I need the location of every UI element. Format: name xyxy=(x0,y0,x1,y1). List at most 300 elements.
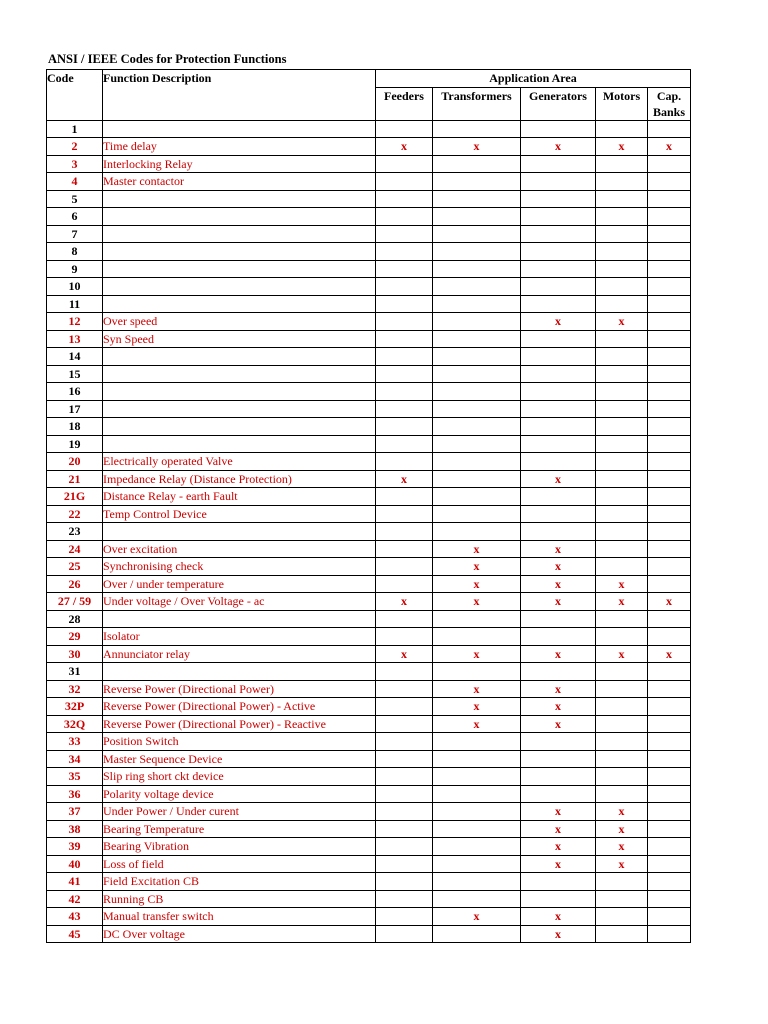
mark-transformers xyxy=(433,873,521,891)
mark-transformers xyxy=(433,523,521,541)
mark-cap-banks xyxy=(648,663,691,681)
mark-generators xyxy=(521,278,596,296)
mark-transformers xyxy=(433,663,521,681)
mark-feeders xyxy=(376,628,433,646)
mark-transformers: x xyxy=(433,645,521,663)
row-code: 32 xyxy=(47,680,103,698)
row-code: 40 xyxy=(47,855,103,873)
table-row xyxy=(47,435,691,453)
row-description: Reverse Power (Directional Power) - Active xyxy=(103,698,376,716)
row-code: 41 xyxy=(47,873,103,891)
mark-generators xyxy=(521,155,596,173)
mark-motors xyxy=(596,698,648,716)
table-row xyxy=(47,155,691,173)
row-code: 29 xyxy=(47,628,103,646)
mark-feeders xyxy=(376,505,433,523)
header-cap-banks: Cap. Banks xyxy=(648,87,691,120)
row-description: Synchronising check xyxy=(103,558,376,576)
row-description: Temp Control Device xyxy=(103,505,376,523)
mark-motors xyxy=(596,470,648,488)
mark-generators xyxy=(521,663,596,681)
mark-generators: x xyxy=(521,313,596,331)
table-row xyxy=(47,890,691,908)
mark-transformers xyxy=(433,190,521,208)
table-row xyxy=(47,138,691,156)
header-function-description: Function Description xyxy=(103,70,376,121)
mark-motors xyxy=(596,925,648,943)
mark-generators: x xyxy=(521,855,596,873)
mark-motors xyxy=(596,453,648,471)
mark-generators xyxy=(521,488,596,506)
table-row xyxy=(47,645,691,663)
row-description xyxy=(103,610,376,628)
mark-motors xyxy=(596,400,648,418)
mark-cap-banks xyxy=(648,820,691,838)
table-row xyxy=(47,575,691,593)
table-row xyxy=(47,873,691,891)
mark-motors xyxy=(596,750,648,768)
row-description xyxy=(103,523,376,541)
mark-transformers xyxy=(433,750,521,768)
mark-motors xyxy=(596,523,648,541)
table-row xyxy=(47,348,691,366)
mark-motors: x xyxy=(596,803,648,821)
row-code: 32Q xyxy=(47,715,103,733)
row-description xyxy=(103,260,376,278)
mark-transformers xyxy=(433,803,521,821)
mark-generators xyxy=(521,435,596,453)
mark-cap-banks: x xyxy=(648,593,691,611)
mark-feeders xyxy=(376,733,433,751)
mark-motors xyxy=(596,120,648,138)
mark-cap-banks xyxy=(648,768,691,786)
mark-transformers xyxy=(433,225,521,243)
row-code: 34 xyxy=(47,750,103,768)
mark-feeders: x xyxy=(376,138,433,156)
mark-transformers: x xyxy=(433,540,521,558)
mark-cap-banks xyxy=(648,313,691,331)
row-code: 10 xyxy=(47,278,103,296)
row-code: 30 xyxy=(47,645,103,663)
mark-transformers: x xyxy=(433,138,521,156)
mark-transformers xyxy=(433,418,521,436)
mark-transformers xyxy=(433,733,521,751)
row-code: 12 xyxy=(47,313,103,331)
mark-generators: x xyxy=(521,138,596,156)
mark-motors xyxy=(596,715,648,733)
row-description: Bearing Temperature xyxy=(103,820,376,838)
row-description: Field Excitation CB xyxy=(103,873,376,891)
mark-transformers xyxy=(433,208,521,226)
mark-generators xyxy=(521,173,596,191)
mark-generators: x xyxy=(521,558,596,576)
table-row xyxy=(47,925,691,943)
mark-motors xyxy=(596,890,648,908)
mark-generators xyxy=(521,768,596,786)
mark-cap-banks xyxy=(648,610,691,628)
table-row xyxy=(47,418,691,436)
mark-cap-banks xyxy=(648,505,691,523)
row-code: 18 xyxy=(47,418,103,436)
mark-generators: x xyxy=(521,838,596,856)
mark-cap-banks xyxy=(648,698,691,716)
mark-transformers xyxy=(433,243,521,261)
mark-transformers xyxy=(433,260,521,278)
mark-feeders xyxy=(376,488,433,506)
row-code: 35 xyxy=(47,768,103,786)
row-description: Running CB xyxy=(103,890,376,908)
mark-generators xyxy=(521,418,596,436)
row-code: 14 xyxy=(47,348,103,366)
mark-cap-banks xyxy=(648,243,691,261)
table-row xyxy=(47,558,691,576)
row-description: Time delay xyxy=(103,138,376,156)
mark-cap-banks xyxy=(648,785,691,803)
mark-motors xyxy=(596,505,648,523)
row-description xyxy=(103,435,376,453)
row-code: 19 xyxy=(47,435,103,453)
table-row xyxy=(47,908,691,926)
mark-transformers xyxy=(433,925,521,943)
mark-feeders xyxy=(376,750,433,768)
mark-motors xyxy=(596,208,648,226)
header-application-area: Application Area xyxy=(376,70,691,88)
table-row xyxy=(47,120,691,138)
mark-transformers xyxy=(433,820,521,838)
mark-motors xyxy=(596,260,648,278)
mark-generators xyxy=(521,890,596,908)
row-description: Loss of field xyxy=(103,855,376,873)
table-row xyxy=(47,173,691,191)
mark-motors xyxy=(596,418,648,436)
mark-feeders xyxy=(376,855,433,873)
mark-cap-banks xyxy=(648,365,691,383)
mark-transformers xyxy=(433,295,521,313)
mark-feeders xyxy=(376,225,433,243)
mark-motors: x xyxy=(596,645,648,663)
row-description: Bearing Vibration xyxy=(103,838,376,856)
mark-motors xyxy=(596,278,648,296)
mark-generators: x xyxy=(521,470,596,488)
mark-transformers xyxy=(433,348,521,366)
protection-codes-table xyxy=(46,69,691,943)
mark-feeders xyxy=(376,365,433,383)
mark-transformers xyxy=(433,120,521,138)
mark-cap-banks xyxy=(648,295,691,313)
mark-transformers xyxy=(433,330,521,348)
row-code: 37 xyxy=(47,803,103,821)
mark-feeders xyxy=(376,295,433,313)
mark-feeders xyxy=(376,435,433,453)
mark-feeders xyxy=(376,313,433,331)
mark-cap-banks xyxy=(648,838,691,856)
mark-generators xyxy=(521,610,596,628)
row-description: Master contactor xyxy=(103,173,376,191)
mark-feeders xyxy=(376,418,433,436)
mark-cap-banks xyxy=(648,925,691,943)
mark-generators: x xyxy=(521,575,596,593)
mark-feeders xyxy=(376,523,433,541)
mark-cap-banks xyxy=(648,855,691,873)
mark-generators xyxy=(521,330,596,348)
row-code: 31 xyxy=(47,663,103,681)
mark-generators xyxy=(521,733,596,751)
mark-transformers xyxy=(433,173,521,191)
mark-feeders xyxy=(376,908,433,926)
mark-motors xyxy=(596,908,648,926)
row-description xyxy=(103,663,376,681)
table-row xyxy=(47,260,691,278)
mark-cap-banks xyxy=(648,908,691,926)
mark-cap-banks xyxy=(648,890,691,908)
row-description xyxy=(103,400,376,418)
table-row xyxy=(47,383,691,401)
row-description xyxy=(103,278,376,296)
table-row xyxy=(47,540,691,558)
mark-feeders xyxy=(376,838,433,856)
mark-feeders xyxy=(376,400,433,418)
mark-feeders xyxy=(376,925,433,943)
header-motors: Motors xyxy=(596,87,648,120)
row-description xyxy=(103,418,376,436)
mark-generators xyxy=(521,505,596,523)
row-code: 1 xyxy=(47,120,103,138)
mark-generators: x xyxy=(521,803,596,821)
mark-generators xyxy=(521,785,596,803)
row-code: 8 xyxy=(47,243,103,261)
mark-motors xyxy=(596,155,648,173)
mark-motors xyxy=(596,488,648,506)
mark-feeders xyxy=(376,278,433,296)
mark-feeders xyxy=(376,383,433,401)
row-code: 26 xyxy=(47,575,103,593)
table-row xyxy=(47,715,691,733)
mark-motors: x xyxy=(596,593,648,611)
mark-motors: x xyxy=(596,138,648,156)
row-code: 39 xyxy=(47,838,103,856)
row-description: Manual transfer switch xyxy=(103,908,376,926)
mark-transformers xyxy=(433,768,521,786)
mark-generators xyxy=(521,750,596,768)
table-row xyxy=(47,453,691,471)
mark-feeders xyxy=(376,715,433,733)
row-code: 13 xyxy=(47,330,103,348)
mark-transformers xyxy=(433,435,521,453)
mark-generators xyxy=(521,628,596,646)
mark-feeders xyxy=(376,768,433,786)
row-description: Under voltage / Over Voltage - ac xyxy=(103,593,376,611)
row-code: 43 xyxy=(47,908,103,926)
row-code: 21G xyxy=(47,488,103,506)
mark-motors xyxy=(596,768,648,786)
row-description: Master Sequence Device xyxy=(103,750,376,768)
mark-feeders xyxy=(376,873,433,891)
mark-feeders xyxy=(376,208,433,226)
mark-feeders xyxy=(376,558,433,576)
mark-generators: x xyxy=(521,820,596,838)
mark-motors xyxy=(596,383,648,401)
mark-motors xyxy=(596,190,648,208)
mark-cap-banks xyxy=(648,260,691,278)
table-row xyxy=(47,855,691,873)
table-row xyxy=(47,225,691,243)
row-code: 45 xyxy=(47,925,103,943)
row-code: 32P xyxy=(47,698,103,716)
row-description: Interlocking Relay xyxy=(103,155,376,173)
header-generators: Generators xyxy=(521,87,596,120)
mark-motors: x xyxy=(596,820,648,838)
row-description: Isolator xyxy=(103,628,376,646)
mark-transformers xyxy=(433,855,521,873)
mark-transformers xyxy=(433,365,521,383)
mark-cap-banks xyxy=(648,278,691,296)
mark-cap-banks xyxy=(648,733,691,751)
table-row xyxy=(47,750,691,768)
mark-generators xyxy=(521,260,596,278)
mark-motors xyxy=(596,295,648,313)
mark-cap-banks xyxy=(648,628,691,646)
mark-motors xyxy=(596,663,648,681)
mark-transformers: x xyxy=(433,908,521,926)
mark-motors xyxy=(596,733,648,751)
row-description: Reverse Power (Directional Power) - Reactive xyxy=(103,715,376,733)
row-description: Polarity voltage device xyxy=(103,785,376,803)
mark-feeders xyxy=(376,173,433,191)
mark-transformers xyxy=(433,155,521,173)
row-description: DC Over voltage xyxy=(103,925,376,943)
mark-motors: x xyxy=(596,838,648,856)
mark-transformers xyxy=(433,505,521,523)
mark-feeders xyxy=(376,803,433,821)
mark-transformers xyxy=(433,610,521,628)
mark-feeders xyxy=(376,120,433,138)
mark-cap-banks xyxy=(648,750,691,768)
mark-motors: x xyxy=(596,575,648,593)
mark-transformers xyxy=(433,400,521,418)
table-row xyxy=(47,190,691,208)
header-transformers: Transformers xyxy=(433,87,521,120)
mark-cap-banks xyxy=(648,523,691,541)
mark-cap-banks xyxy=(648,348,691,366)
mark-generators: x xyxy=(521,908,596,926)
table-row xyxy=(47,505,691,523)
mark-transformers xyxy=(433,838,521,856)
table-row xyxy=(47,593,691,611)
row-code: 28 xyxy=(47,610,103,628)
mark-cap-banks xyxy=(648,453,691,471)
row-description xyxy=(103,208,376,226)
row-code: 42 xyxy=(47,890,103,908)
mark-cap-banks xyxy=(648,190,691,208)
mark-cap-banks xyxy=(648,470,691,488)
mark-feeders: x xyxy=(376,593,433,611)
row-code: 2 xyxy=(47,138,103,156)
mark-transformers xyxy=(433,278,521,296)
mark-generators xyxy=(521,365,596,383)
mark-motors xyxy=(596,873,648,891)
mark-generators xyxy=(521,523,596,541)
table-row xyxy=(47,400,691,418)
mark-transformers xyxy=(433,890,521,908)
mark-feeders xyxy=(376,820,433,838)
row-description xyxy=(103,243,376,261)
mark-motors xyxy=(596,365,648,383)
row-code: 21 xyxy=(47,470,103,488)
row-code: 20 xyxy=(47,453,103,471)
mark-transformers: x xyxy=(433,698,521,716)
mark-transformers xyxy=(433,453,521,471)
mark-transformers xyxy=(433,628,521,646)
mark-feeders xyxy=(376,243,433,261)
row-code: 5 xyxy=(47,190,103,208)
mark-generators xyxy=(521,208,596,226)
mark-cap-banks xyxy=(648,400,691,418)
row-description: Position Switch xyxy=(103,733,376,751)
row-code: 36 xyxy=(47,785,103,803)
row-description: Distance Relay - earth Fault xyxy=(103,488,376,506)
mark-cap-banks xyxy=(648,488,691,506)
mark-generators: x xyxy=(521,645,596,663)
mark-generators xyxy=(521,190,596,208)
table-row xyxy=(47,628,691,646)
table-row xyxy=(47,803,691,821)
mark-motors xyxy=(596,435,648,453)
mark-motors: x xyxy=(596,313,648,331)
mark-transformers: x xyxy=(433,593,521,611)
mark-cap-banks xyxy=(648,873,691,891)
mark-transformers: x xyxy=(433,558,521,576)
table-row xyxy=(47,208,691,226)
mark-cap-banks xyxy=(648,715,691,733)
table-row xyxy=(47,365,691,383)
mark-feeders xyxy=(376,330,433,348)
mark-cap-banks xyxy=(648,418,691,436)
row-code: 3 xyxy=(47,155,103,173)
table-row xyxy=(47,838,691,856)
mark-feeders xyxy=(376,453,433,471)
row-description: Over speed xyxy=(103,313,376,331)
table-row xyxy=(47,278,691,296)
table-row xyxy=(47,313,691,331)
mark-feeders xyxy=(376,680,433,698)
mark-feeders xyxy=(376,610,433,628)
mark-transformers xyxy=(433,470,521,488)
mark-transformers xyxy=(433,313,521,331)
table-row xyxy=(47,488,691,506)
mark-generators xyxy=(521,400,596,418)
row-code: 7 xyxy=(47,225,103,243)
row-description: Annunciator relay xyxy=(103,645,376,663)
mark-transformers: x xyxy=(433,575,521,593)
table-row xyxy=(47,698,691,716)
mark-cap-banks xyxy=(648,558,691,576)
mark-feeders xyxy=(376,155,433,173)
mark-cap-banks xyxy=(648,803,691,821)
mark-generators xyxy=(521,225,596,243)
mark-transformers xyxy=(433,785,521,803)
table-row xyxy=(47,523,691,541)
mark-feeders xyxy=(376,260,433,278)
row-description xyxy=(103,225,376,243)
mark-generators xyxy=(521,873,596,891)
mark-motors xyxy=(596,558,648,576)
mark-motors xyxy=(596,225,648,243)
table-row xyxy=(47,785,691,803)
row-description: Over excitation xyxy=(103,540,376,558)
mark-motors xyxy=(596,348,648,366)
mark-transformers xyxy=(433,488,521,506)
mark-feeders xyxy=(376,663,433,681)
